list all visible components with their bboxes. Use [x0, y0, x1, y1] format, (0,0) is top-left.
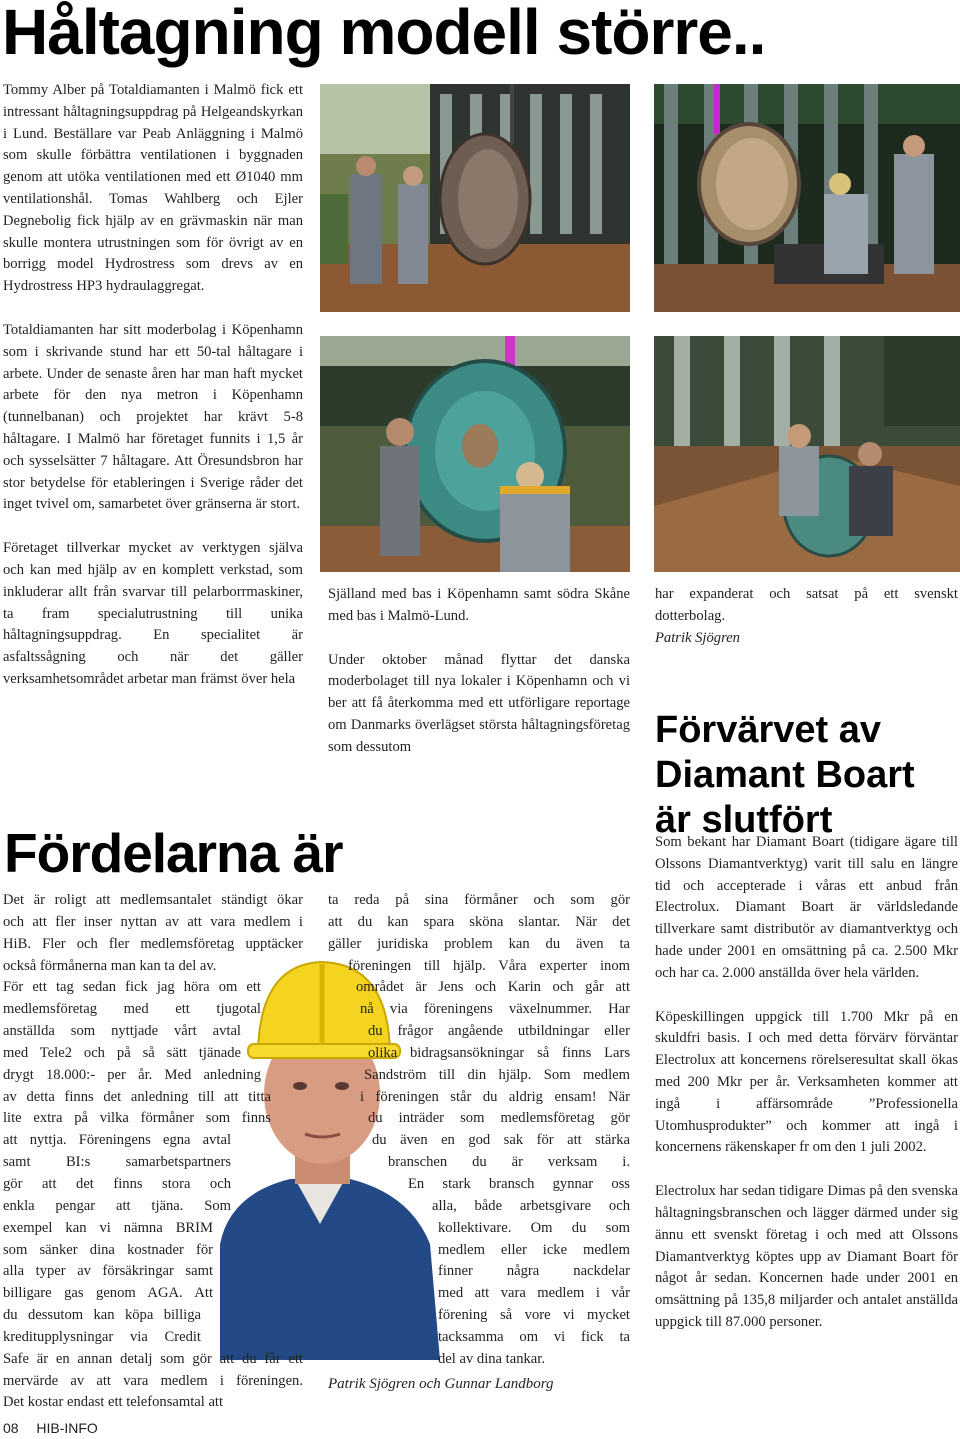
- article3-left-line: alla typer av försäkringar samt: [3, 1263, 213, 1280]
- intro-paragraph-3: Företaget tillverkar mycket av verktygen själva och kan med hjälp av en komplett verkstad, som inkluderar allt från svarvar till pelarborrmaskiner, ta fram specialutrustning till unika håltagningsuppdrag. En specialitet är asfaltssågning och när det gäller verksamhetsområdet arbetar man främst över hela: [3, 540, 303, 687]
- article3-left-line: lite extra på vilka förmåner som finns: [3, 1110, 271, 1127]
- article3-left-line: billigare gas genom AGA. Att: [3, 1285, 213, 1302]
- photo-workers-drill-rig: [654, 84, 960, 312]
- intro-paragraph-1: Tommy Alber på Totaldiamanten i Malmö fick ett intressant håltagningsuppdrag på Helgeandskyrkan i Lund. Beställare var Peab Anläggning i Malmö som skulle förbättra ventilationen i byggnaden genom att utöka ventilationen med ett Ø1040 mm ventilationshål. Tomas Wahlberg och Ejler Degnebolig fick hjälp av en grävmaskin när man skulle montera utrustningen som för övrigt av en borrigg model Hydrostress som drevs av en Hydrostress HP3 hydraulaggregat.: [3, 82, 303, 295]
- article3-signature: Patrik Sjögren och Gunnar Landborg: [328, 1376, 554, 1392]
- article3-right-line: området är Jens och Karin och går att: [356, 979, 630, 996]
- article3-right-line: medlem eller icke medlem: [438, 1241, 630, 1258]
- article3-right-line: del av dina tankar.: [438, 1350, 545, 1367]
- article3-right-column: [328, 890, 630, 1371]
- article3-right-line: tacksamma om vi fick ta: [438, 1328, 630, 1345]
- article2-paragraph-1: Som bekant har Diamant Boart (tidigare ägare till Olssons Diamantverktyg) varit till salu en längre tid och accepterade i våras ett anbud från Electrolux. Diamant Boart är världsledande tillverkare samt distributör av diamantverktyg och hade under 2001 en omsättning på ca. 2.500 Mkr och har ca. 2.000 anställda över hela världen.: [655, 834, 958, 981]
- workers-in-trench-photo-icon: [654, 336, 960, 572]
- article2-body: [655, 832, 958, 1356]
- right-signature: Patrik Sjögren: [655, 629, 740, 646]
- photo-green-core-drill: [320, 336, 630, 572]
- photo-crane-lifting-drill: [320, 84, 630, 312]
- article3-left-line: drygt 18.000:- per år. Med anledning: [3, 1066, 261, 1083]
- workers-with-drill-rig-photo-icon: [654, 84, 960, 312]
- article3-left-line: Safe är en annan detalj som gör att du får ett: [3, 1350, 303, 1367]
- magazine-name: HIB-INFO: [36, 1420, 98, 1436]
- article3-left-line: enkla pengar att tjäna. Som: [3, 1197, 231, 1214]
- article3-left-line: med Tele2 och på så sätt tjänade: [3, 1044, 241, 1061]
- article3-right-line: med att vara medlem i vår: [438, 1285, 630, 1302]
- intro-paragraph-2: Totaldiamanten har sitt moderbolag i Köpenhamn som i skrivande stund har ett 50-tal håltagare i arbete. Under de senaste åren har man haft mycket arbete för den nya metron i Köpenhamn (tunnelbanan) och projektet har krävt 5-8 håltagare. I Malmö har företaget funnits i 1,5 år och sysselsätter 7 håltagare. Att Öresundsbron har stor betydelse för etableringen i Sverige råder det inget tvivel om, samarbetet över gränserna är stort.: [3, 321, 303, 513]
- right-column: [655, 584, 958, 649]
- article3-right-line: nå via föreningens växelnummer. Har: [360, 1001, 630, 1018]
- article3-left-line: av detta finns det anledning till att titta: [3, 1088, 271, 1105]
- article3-left-column: [3, 890, 303, 1414]
- article3-right-line: Sandström till din hjälp. Som medlem: [364, 1066, 630, 1083]
- article3-left-line: Det kostar endast ett telefonsamtal att: [3, 1394, 224, 1411]
- crane-lifting-drill-photo-icon: [320, 84, 630, 312]
- article3-left-line: gör att det finns stora och: [3, 1175, 231, 1192]
- article3-right-line: olika bidragsansökningar så finns Lars: [368, 1044, 630, 1061]
- article3-left-line: exempel kan vi nämna BRIM: [3, 1219, 213, 1236]
- article3-left-line: medlemsföretag med ett tjugotal: [3, 1001, 261, 1018]
- article3-left-line: mervärde av att vara medlem i föreningen.: [3, 1372, 303, 1389]
- article3-right-line: föreningen till hjälp. Våra experter inom: [348, 957, 630, 974]
- article3-left-line: också förmånerna man kan ta del av.: [3, 957, 217, 974]
- mid-column: [328, 584, 630, 781]
- article2-paragraph-3: Electrolux har sedan tidigare Dimas på den svenska håltagningsbranschen och lägger därmed under sig ännu ett svenskt företag i och med att Olssons Diamantverktyg köptes upp av Diamant Boart för något år sedan. Koncernen hade under 2001 en omsättning på 135,8 miljarder och antalet anställda uppgick till 87.000 personer.: [655, 1183, 958, 1330]
- article3-right-line: att du kan spara sköna slantar. När det: [328, 913, 630, 930]
- article3-left-line: du dessutom kan köpa billiga: [3, 1307, 201, 1324]
- article3-right-line: i föreningen står du aldrig ensam! När: [360, 1088, 630, 1105]
- article3-headline: Fördelarna är: [4, 822, 343, 884]
- article3-left-line: Det är roligt att medlemsantalet ständigt ökar: [3, 892, 303, 908]
- article3-left-line: HiB. Fler och fler medlemsföretag upptäcker: [3, 935, 303, 952]
- article3-right-line: En stark bransch gynnar oss: [408, 1175, 630, 1192]
- article3-right-line: branschen du är verksam i.: [388, 1154, 630, 1171]
- page-title: Håltagning modell större..: [2, 0, 766, 68]
- photo-workers-trench: [654, 336, 960, 572]
- article3-right-line: du även en god sak för att stärka: [372, 1132, 630, 1149]
- article3-right-line: du frågor angående utbildningar eller: [368, 1023, 630, 1040]
- article3-left-line: samt BI:s samarbetspartners: [3, 1154, 231, 1171]
- article3-right-line: kollektivare. Om du som: [438, 1219, 630, 1236]
- article3-left-line: som sänker dina kostnader för: [3, 1241, 213, 1258]
- page-number: 08: [3, 1420, 19, 1436]
- article3-left-line: kreditupplysningar via Credit: [3, 1328, 201, 1345]
- article3-left-line: att nyttja. Föreningens egna avtal: [3, 1132, 231, 1149]
- article3-left-line: och att fler inser nyttan av att vara medlem i: [3, 913, 303, 930]
- mid-paragraph-1: Själland med bas i Köpenhamn samt södra Skåne med bas i Malmö-Lund.: [328, 586, 630, 624]
- article3-left-line: anställda som nyttjade vårt avtal: [3, 1023, 241, 1040]
- mid-paragraph-2: Under oktober månad flyttar det danska moderbolaget till nya lokaler i Köpenhamn och vi ber att få återkomma med ett utförligare reportage om Danmarks överlägset största håltagningsföretag som dessutom: [328, 651, 630, 755]
- intro-column: [3, 80, 303, 713]
- article2-headline: Förvärvet av Diamant Boart är slutfört: [655, 709, 915, 841]
- green-core-drill-photo-icon: [320, 336, 630, 572]
- article3-right-line: alla, både arbetsgivare och: [432, 1197, 630, 1214]
- article3-right-line: du inträder som medlemsföretag gör: [368, 1110, 630, 1127]
- article3-right-line: finner några nackdelar: [438, 1263, 630, 1280]
- page-footer: [3, 1420, 98, 1436]
- article3-right-line: ta reda på sina förmåner och som gör: [328, 892, 630, 908]
- article3-right-line: gäller juridiska problem kan du även ta: [328, 935, 630, 952]
- article3-right-line: förening så vore vi mycket: [438, 1307, 630, 1324]
- article3-left-line: För ett tag sedan fick jag höra om ett: [3, 979, 261, 996]
- article2-paragraph-2: Köpeskillingen uppgick till 1.700 Mkr på en skuldfri basis. I och med detta förvärv förväntar Electrolux att koncernens rörelseresultat skall ökas med 200 Mkr per år. Verksamheten kommer att ingå i affärsområde ”Professionella Utomhusprodukter” och kommer att ingå i koncernens räkenskaper fr om den 1 juli 2002.: [655, 1008, 958, 1156]
- right-paragraph-1: har expanderat och satsat på ett svenskt dotterbolag.: [655, 586, 958, 624]
